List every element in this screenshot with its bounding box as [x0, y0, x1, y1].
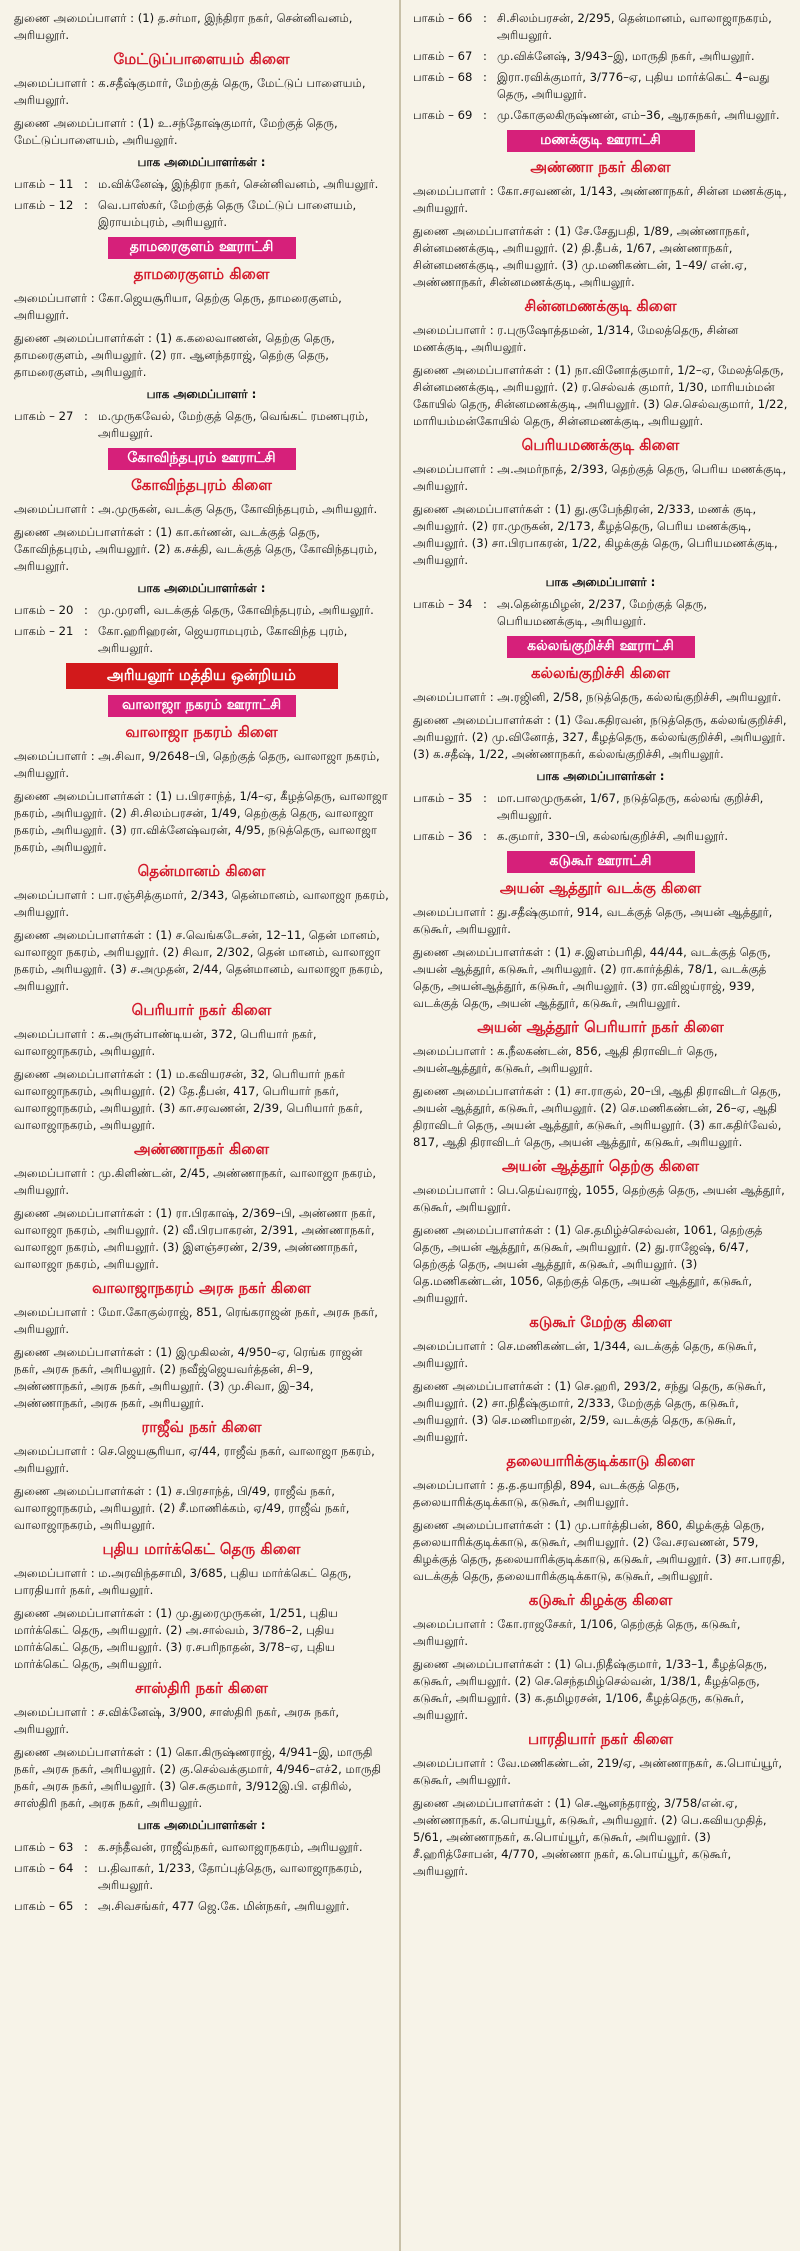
paragraph: துணை அமைப்பாளர்கள் : (1) செ.ஹரி, 293/2, சந்து தெரு, கடுகூர், அரியலூர். (2) சா.நிதீஷ்குமார், 2/333, மேற்குத் தெரு, கடுகூர், அரியலூர். (3) செ.மணிமாறன், 2/59, வடக்குத் தெரு, கடுகூர், அரியலூர். — [413, 1379, 766, 1444]
ward-label: பாகம் – 34 — [413, 597, 473, 611]
ward-label: பாகம் – 20 — [14, 603, 74, 617]
ward-label: பாகம் – 66 — [413, 11, 473, 25]
ward-value: வெ.பாஸ்கர், மேற்குத் தெரு மேட்டுப் பாளையம், இராயம்புரம், அரியலூர். — [98, 198, 357, 229]
branch-heading: வாலாஜாநகரம் அரசு நகர் கிளை — [92, 1279, 311, 1297]
ward-label: பாகம் – 36 — [413, 829, 473, 843]
branch-heading: புதிய மார்க்கெட் தெரு கிளை — [102, 1540, 301, 1558]
ward-value: இரா.ரவிக்குமார், 3/776–ஏ, புதிய மார்க்கெட் 4–வது தெரு, அரியலூர். — [497, 70, 770, 101]
paragraph: அமைப்பாளர் : து.சதீஷ்குமார், 914, வடக்குத் தெரு, அயன் ஆத்தூர், கடுகூர், அரியலூர். — [413, 905, 773, 936]
left-column — [0, 0, 399, 2251]
paragraph: அமைப்பாளர் : ர.புருஷோத்தமன், 1/314, மேலத்தெரு, சின்ன மணக்குடி, அரியலூர். — [413, 323, 739, 354]
paragraph: அமைப்பாளர் : பா.ரஞ்சித்குமார், 2/343, தென்மானம், வாலாஜா நகரம், அரியலூர். — [14, 888, 389, 919]
branch-heading: பெரியார் நகர் கிளை — [131, 1001, 272, 1019]
section-subheading: பாக அமைப்பாளர்கள் : — [536, 769, 665, 783]
ward-value: மு.முரளி, வடக்குத் தெரு, கோவிந்தபுரம், அரியலூர். — [98, 603, 374, 617]
branch-heading: கல்லங்குறிச்சி கிளை — [530, 664, 671, 682]
ward-value: மு.கோகுலகிருஷ்ணன், எம்–36, ஆரசுநகர், அரியலூர். — [497, 108, 780, 122]
right-column — [399, 0, 798, 2251]
paragraph: துணை அமைப்பாளர்கள் : (1) சே.சேதுபதி, 1/89, அண்ணாநகர், சின்னமணக்குடி, அரியலூர். (2) தி.தீபக், 1/67, அண்ணாநகர், சின்னமணக்குடி, அரியலூர். (3) மு.மணிகண்டன், 1–49/ என்.ஏ, அண்ணாநகர், சின்னமணக்குடி, அரியலூர். — [413, 224, 750, 289]
paragraph: அமைப்பாளர் : வே.மணிகண்டன், 219/ஏ, அண்ணாநகர், க.பொய்யூர், கடுகூர், அரியலூர். — [413, 1756, 783, 1787]
ward-label: பாகம் – 64 — [14, 1861, 74, 1875]
paragraph: அமைப்பாளர் : கோ.ஜெயசூரியா, தெற்கு தெரு, தாமரைகுளம், அரியலூர். — [14, 291, 342, 322]
ward-label: பாகம் – 11 — [14, 177, 74, 191]
ward-row: பாகம் – 68 : இரா.ரவிக்குமார், 3/776–ஏ, புதிய மார்க்கெட் 4–வது தெரு, அரியலூர். — [413, 69, 788, 103]
ward-value: ம.விக்னேஷ், இந்திரா நகர், சென்னிவனம், அரியலூர். — [98, 177, 379, 191]
ward-label: பாகம் – 69 — [413, 108, 473, 122]
ward-row: பாகம் – 63 : க.சந்தீவன், ராஜீவ்நகர், வாலாஜாநகரம், அரியலூர். — [14, 1839, 389, 1856]
branch-heading: அண்ணாநகர் கிளை — [134, 1140, 269, 1158]
ward-value: ம.முருகவேல், மேற்குத் தெரு, வெங்கட் ரமணபுரம், அரியலூர். — [98, 409, 369, 440]
branch-heading: தாமரைகுளம் கிளை — [133, 265, 270, 283]
paragraph: துணை அமைப்பாளர்கள் : (1) மு.துரைமுருகன், 1/251, புதிய மார்க்கெட் தெரு, அரியலூர். (2) அ.சால்வம், 3/786–2, புதிய மார்க்கெட் தெரு, அரியலூர். (3) ர.சபரிநாதன், 3/78–ஏ, புதிய மார்க்கெட் தெரு, அரியலூர். — [14, 1606, 338, 1671]
branch-heading: கடுகூர் கிழக்கு கிளை — [528, 1591, 673, 1609]
branch-heading: வாலாஜா நகரம் கிளை — [125, 723, 278, 741]
paragraph: துணை அமைப்பாளர்கள் : (1) பெ.நிதீஷ்குமார், 1/33–1, கீழத்தெரு, கடுகூர், அரியலூர். (2) செ.செந்தமிழ்செல்வன், 1/38/1, கீழத்தெரு, கடுகூர், அரியலூர். (3) க.தமிழரசன், 1/106, கீழத்தெரு, கடுகூர், அரியலூர். — [413, 1657, 768, 1722]
paragraph: துணை அமைப்பாளர்கள் : (1) க.கலைவாணன், தெற்கு தெரு, தாமரைகுளம், அரியலூர். (2) ரா. ஆனந்தராஜ், தெற்கு தெரு, தாமரைகுளம், அரியலூர். — [14, 331, 335, 379]
paragraph: அமைப்பாளர் : க.நீலகண்டன், 856, ஆதி திராவிடர் தெரு, அயன்ஆத்தூர், கடுகூர், அரியலூர். — [413, 1044, 718, 1075]
section-subheading: பாக அமைப்பாளர்கள் : — [137, 581, 266, 595]
ward-label: பாகம் – 68 — [413, 70, 473, 84]
paragraph: துணை அமைப்பாளர்கள் : (1) ம.கவியரசன், 32, பெரியார் நகர் வாலாஜாநகரம், அரியலூர். (2) தே.தீபன், 417, பெரியார் நகர், வாலாஜாநகரம், அரியலூர். (3) கா.சரவணன், 2/39, பெரியார் நகர், வாலாஜாநகரம், அரியலூர். — [14, 1067, 363, 1132]
panchayat-banner: கோவிந்தபுரம் ஊராட்சி — [108, 448, 296, 470]
section-subheading: பாக அமைப்பாளர்கள் : — [137, 155, 266, 169]
ward-value: மு.விக்னேஷ், 3/943–இ, மாருதி நகர், அரியலூர். — [497, 49, 755, 63]
ward-label: பாகம் – 35 — [413, 791, 473, 805]
ward-label: பாகம் – 27 — [14, 409, 74, 423]
branch-heading: மேட்டுப்பாளையம் கிளை — [113, 50, 290, 68]
paragraph: துணை அமைப்பாளர்கள் : (1) ரா.பிரகாஷ், 2/369–பி, அண்ணா நகர், வாலாஜா நகரம், அரியலூர். (2) வீ.பிரபாகரன், 2/391, அண்ணாநகர், வாலாஜா நகரம், அரியலூர். (3) இளஞ்சரண், 2/39, அண்ணாநகர், வாலாஜா நகரம், அரியலூர். — [14, 1206, 376, 1271]
paragraph: அமைப்பாளர் : க.அருள்பாண்டியன், 372, பெரியார் நகர், வாலாஜாநகரம், அரியலூர். — [14, 1027, 317, 1058]
branch-heading: கோவிந்தபுரம் கிளை — [131, 476, 272, 494]
branch-heading: ராஜீவ் நகர் கிளை — [141, 1418, 262, 1436]
ward-label: பாகம் – 67 — [413, 49, 473, 63]
paragraph: அமைப்பாளர் : த.த.தயாநிதி, 894, வடக்குத் தெரு, தலையாரிக்குடிக்காடு, கடுகூர், அரியலூர். — [413, 1478, 680, 1509]
paragraph: துணை அமைப்பாளர்கள் : (1) சா.ராகுல், 20–பி, ஆதி திராவிடர் தெரு, அயன் ஆத்தூர், கடுகூர், அரியலூர். (2) செ.மணிகண்டன், 26–ஏ, ஆதி திராவிடர் தெரு, அயன் ஆத்தூர், கடுகூர், அரியலூர். (3) கா.கதிர்வேல், 817, ஆதி திராவிடர் தெரு, அயன் ஆத்தூர், கடுகூர், அரியலூர். — [413, 1084, 782, 1149]
paragraph: அமைப்பாளர் : செ.ஜெயசூரியா, ஏ/44, ராஜீவ் நகர், வாலாஜா நகரம், அரியலூர். — [14, 1444, 375, 1475]
branch-heading: கடுகூர் மேற்கு கிளை — [529, 1313, 672, 1331]
paragraph: அமைப்பாளர் : மு.கிளிண்டன், 2/45, அண்ணாநகர், வாலாஜா நகரம், அரியலூர். — [14, 1166, 376, 1197]
section-subheading: பாக அமைப்பாளர் : — [146, 387, 257, 401]
paragraph: துணை அமைப்பாளர்கள் : (1) ச.வெங்கடேசன், 12–11, தென் மானம், வாலாஜா நகரம், அரியலூர். (2) சிவா, 2/302, தென் மானம், வாலாஜா நகரம், அரியலூர். (3) ச.அமுதன், 2/44, தென்மானம், வாலாஜா நகரம், அரியலூர். — [14, 928, 384, 993]
union-banner: அரியலூர் மத்திய ஒன்றியம் — [66, 663, 338, 689]
paragraph: அமைப்பாளர் : க.சதீஷ்குமார், மேற்குத் தெரு, மேட்டுப் பாளையம், அரியலூர். — [14, 76, 366, 107]
branch-heading: அண்ணா நகர் கிளை — [530, 158, 671, 176]
ward-value: சி.சிலம்பரசன், 2/295, தென்மானம், வாலாஜாநகரம், அரியலூர். — [497, 11, 772, 42]
paragraph: அமைப்பாளர் : கோ.ராஜசேகர், 1/106, தெற்குத் தெரு, கடுகூர், அரியலூர். — [413, 1617, 741, 1648]
paragraph: அமைப்பாளர் : அ.சிவா, 9/2648–பி, தெற்குத் தெரு, வாலாஜா நகரம், அரியலூர். — [14, 749, 380, 780]
ward-label: பாகம் – 63 — [14, 1840, 74, 1854]
ward-row: பாகம் – 35 : மா.பாலமுருகன், 1/67, நடுத்தெரு, கல்லங் குறிச்சி, அரியலூர். — [413, 790, 788, 824]
branch-heading: சின்னமணக்குடி கிளை — [524, 297, 677, 315]
panchayat-banner: கல்லங்குறிச்சி ஊராட்சி — [507, 636, 695, 658]
ward-row: பாகம் – 69 : மு.கோகுலகிருஷ்ணன், எம்–36, ஆரசுநகர், அரியலூர். — [413, 107, 788, 124]
paragraph: துணை அமைப்பாளர்கள் : (1) கொ.கிருஷ்ணராஜ், 4/941–இ, மாருதி நகர், அரசு நகர், அரியலூர். (2) கு.செல்வக்குமார், 4/946–எச்2, மாருதி நகர், அரசு நகர், அரியலூர். (3) செ.சுகுமார், 3/912இ.பி. எதிரில், சாஸ்திரி நகர், அரசு நகர், அரியலூர். — [14, 1745, 382, 1810]
paragraph: துணை அமைப்பாளர்கள் : (1) ப.பிரசாந்த், 1/4–ஏ, கீழத்தெரு, வாலாஜா நகரம், அரியலூர். (2) சி.சிலம்பரசன், 1/49, தெற்குத் தெரு, வாலாஜா நகரம், அரியலூர். (3) ரா.விக்னேஷ்வரன், 4/95, நடுத்தெரு, வாலாஜா நகரம், அரியலூர். — [14, 789, 388, 854]
paragraph: அமைப்பாளர் : அ.முருகன், வடக்கு தெரு, கோவிந்தபுரம், அரியலூர். — [14, 502, 378, 516]
ward-row: பாகம் – 11 : ம.விக்னேஷ், இந்திரா நகர், சென்னிவனம், அரியலூர். — [14, 176, 389, 193]
paragraph: துணை அமைப்பாளர்கள் : (1) இமுகிலன், 4/950–ஏ, ரெங்க ராஜன் நகர், அரசு நகர், அரியலூர். (2) நவீஜ்ஜெயவர்த்தன், சி–9, அண்ணாநகர், அரசு நகர், அரியலூர். (3) மு.சிவா, இ–34, அண்ணாநகர், அரசு நகர், அரியலூர். — [14, 1345, 363, 1410]
branch-heading: பாரதியார் நகர் கிளை — [527, 1730, 674, 1748]
ward-value: கோ.ஹரிஹரன், ஜெயராமபுரம், கோவிந்த புரம், அரியலூர். — [98, 624, 348, 655]
ward-label: பாகம் – 21 — [14, 624, 74, 638]
section-subheading: பாக அமைப்பாளர் : — [545, 575, 656, 589]
panchayat-banner: வாலாஜா நகரம் ஊராட்சி — [108, 695, 296, 717]
ward-value: க.சந்தீவன், ராஜீவ்நகர், வாலாஜாநகரம், அரியலூர். — [98, 1840, 363, 1854]
ward-value: ப.திவாகர், 1/233, தோப்புத்தெரு, வாலாஜாநகரம், அரியலூர். — [98, 1861, 363, 1892]
ward-row: பாகம் – 12 : வெ.பாஸ்கர், மேற்குத் தெரு மேட்டுப் பாளையம், இராயம்புரம், அரியலூர். — [14, 197, 389, 231]
panchayat-banner: மணக்குடி ஊராட்சி — [507, 130, 695, 152]
ward-label: பாகம் – 12 — [14, 198, 74, 212]
paragraph: அமைப்பாளர் : பெ.தெய்வராஜ், 1055, தெற்குத் தெரு, அயன் ஆத்தூர், கடுகூர், அரியலூர். — [413, 1183, 785, 1214]
paragraph: துணை அமைப்பாளர்கள் : (1) மு.பார்த்திபன், 860, கிழக்குத் தெரு, தலையாரிக்குடிக்காடு, கடுகூர், அரியலூர். (2) வே.சரவணன், 579, கிழக்குத் தெரு, தலையாரிக்குடிக்காடு, கடுகூர், அரியலூர். (3) சா.பாரதி, வடக்குத் தெரு, தலையாரிக்குடிக்காடு, கடுகூர், அரியலூர். — [413, 1518, 786, 1583]
section-subheading: பாக அமைப்பாளர்கள் : — [137, 1818, 266, 1832]
paragraph: அமைப்பாளர் : ச.விக்னேஷ், 3/900, சாஸ்திரி நகர், அரசு நகர், அரியலூர். — [14, 1705, 340, 1736]
paragraph: துணை அமைப்பாளர்கள் : (1) ச.இளம்பரிதி, 44/44, வடக்குத் தெரு, அயன் ஆத்தூர், கடுகூர், அரியலூர். (2) ரா.கார்த்திக், 78/1, வடக்குத் தெரு, அயன்ஆத்தூர், கடுகூர், அரியலூர். (3) ரா.விஜய்ராஜ், 939, வடக்குத் தெரு, அயன் ஆத்தூர், கடுகூர், அரியலூர். — [413, 945, 771, 1010]
ward-row: பாகம் – 34 : அ.தென்தமிழன், 2/237, மேற்குத் தெரு, பெரியமணக்குடி, அரியலூர். — [413, 596, 788, 630]
paragraph: துணை அமைப்பாளர்கள் : (1) ச.பிரசாந்த், பி/49, ராஜீவ் நகர், வாலாஜாநகரம், அரியலூர். (2) சீ.மாணிக்கம், ஏ/49, ராஜீவ் நகர், வாலாஜாநகரம், அரியலூர். — [14, 1484, 350, 1532]
panchayat-banner: தாமரைகுளம் ஊராட்சி — [108, 237, 296, 259]
paragraph: துணை அமைப்பாளர்கள் : (1) து.குபேந்திரன், 2/333, மணக் குடி, அரியலூர். (2) ரா.முருகன், 2/173, கீழத்தெரு, பெரிய மணக்குடி, அரியலூர். (3) சா.பிரபாகரன், 1/22, கிழக்குத் தெரு, பெரியமணக்குடி, அரியலூர். — [413, 502, 778, 567]
paragraph: அமைப்பாளர் : அ.அமர்நாத், 2/393, தெற்குத் தெரு, பெரிய மணக்குடி, அரியலூர். — [413, 462, 787, 493]
paragraph: அமைப்பாளர் : மோ.கோகுல்ராஜ், 851, ரெங்கராஜன் நகர், அரசு நகர், அரியலூர். — [14, 1305, 378, 1336]
ward-row: பாகம் – 21 : கோ.ஹரிஹரன், ஜெயராமபுரம், கோவிந்த புரம், அரியலூர். — [14, 623, 389, 657]
branch-heading: பெரியமணக்குடி கிளை — [521, 436, 680, 454]
branch-heading: அயன் ஆத்தூர் தெற்கு கிளை — [501, 1157, 700, 1175]
ward-value: அ.சிவசங்கர், 477 ஜெ.கே. மின்நகர், அரியலூர். — [98, 1899, 350, 1913]
ward-row: பாகம் – 67 : மு.விக்னேஷ், 3/943–இ, மாருதி நகர், அரியலூர். — [413, 48, 788, 65]
paragraph: துணை அமைப்பாளர் : (1) உ.சந்தோஷ்குமார், மேற்குத் தெரு, மேட்டுப்பாளையம், அரியலூர். — [14, 116, 338, 147]
ward-label: பாகம் – 65 — [14, 1899, 74, 1913]
paragraph: அமைப்பாளர் : அ.ரஜினி, 2/58, நடுத்தெரு, கல்லங்குறிச்சி, அரியலூர். — [413, 690, 782, 704]
ward-value: க.குமார், 330–பி, கல்லங்குறிச்சி, அரியலூர். — [497, 829, 729, 843]
branch-heading: தலையாரிக்குடிக்காடு கிளை — [506, 1452, 695, 1470]
ward-row: பாகம் – 66 : சி.சிலம்பரசன், 2/295, தென்மானம், வாலாஜாநகரம், அரியலூர். — [413, 10, 788, 44]
ward-row: பாகம் – 64 : ப.திவாகர், 1/233, தோப்புத்தெரு, வாலாஜாநகரம், அரியலூர். — [14, 1860, 389, 1894]
paragraph: துணை அமைப்பாளர்கள் : (1) வே.கதிரவன், நடுத்தெரு, கல்லங்குறிச்சி, அரியலூர். (2) மு.வினோத், 327, கீழத்தெரு, கல்லங்குறிச்சி, அரியலூர். (3) க.சதீஷ், 1/22, அண்ணாநகர், கல்லங்குறிச்சி, அரியலூர். — [413, 713, 787, 761]
branch-heading: சாஸ்திரி நகர் கிளை — [135, 1679, 268, 1697]
paragraph: துணை அமைப்பாளர்கள் : (1) செ.ஆனந்தராஜ், 3/758/என்.ஏ, அண்ணாநகர், க.பொய்யூர், கடுகூர், அரியலூர். (2) பெ.கவியமுதித், 5/61, அண்ணாநகர், க.பொய்யூர், கடுகூர், அரியலூர். (3) சீ.ஹரித்சோபன், 4/770, அண்ணா நகர், க.பொய்யூர், கடுகூர், அரியலூர். — [413, 1796, 767, 1878]
panchayat-banner: கடுகூர் ஊராட்சி — [507, 851, 695, 873]
branch-heading: தென்மானம் கிளை — [137, 862, 266, 880]
ward-value: அ.தென்தமிழன், 2/237, மேற்குத் தெரு, பெரியமணக்குடி, அரியலூர். — [497, 597, 708, 628]
paragraph: அமைப்பாளர் : ம.அரவிந்தசாமி, 3/685, புதிய மார்க்கெட் தெரு, பாரதியார் நகர், அரியலூர். — [14, 1566, 352, 1597]
ward-value: மா.பாலமுருகன், 1/67, நடுத்தெரு, கல்லங் குறிச்சி, அரியலூர். — [497, 791, 764, 822]
paragraph: துணை அமைப்பாளர்கள் : (1) நா.வினோத்குமார், 1/2–ஏ, மேலத்தெரு, சின்னமணக்குடி, அரியலூர். (2) ர.செல்வக் குமார், 1/30, மாரியம்மன் கோயில் தெரு, சின்னமணக்குடி, அரியலூர். (3) செ.செல்வகுமார், 1/22, மாரியம்மன்கோயில் தெரு, சின்னமணக்குடி, அரியலூர். — [413, 363, 788, 428]
paragraph: துணை அமைப்பாளர் : (1) த.சர்மா, இந்திரா நகர், சென்னிவனம், அரியலூர். — [14, 11, 353, 42]
paragraph: அமைப்பாளர் : செ.மணிகண்டன், 1/344, வடக்குத் தெரு, கடுகூர், அரியலூர். — [413, 1339, 757, 1370]
ward-row: பாகம் – 65 : அ.சிவசங்கர், 477 ஜெ.கே. மின்நகர், அரியலூர். — [14, 1898, 389, 1915]
branch-heading: அயன் ஆத்தூர் வடக்கு கிளை — [499, 879, 702, 897]
ward-row: பாகம் – 36 : க.குமார், 330–பி, கல்லங்குறிச்சி, அரியலூர். — [413, 828, 788, 845]
ward-row: பாகம் – 27 : ம.முருகவேல், மேற்குத் தெரு, வெங்கட் ரமணபுரம், அரியலூர். — [14, 408, 389, 442]
ward-row: பாகம் – 20 : மு.முரளி, வடக்குத் தெரு, கோவிந்தபுரம், அரியலூர். — [14, 602, 389, 619]
branch-heading: அயன் ஆத்தூர் பெரியார் நகர் கிளை — [477, 1018, 724, 1036]
paragraph: துணை அமைப்பாளர்கள் : (1) செ.தமிழ்ச்செல்வன், 1061, தெற்குத் தெரு, அயன் ஆத்தூர், கடுகூர், அரியலூர். (2) து.ராஜேஷ், 6/47, தெற்குத் தெரு, அயன் ஆத்தூர், கடுகூர், அரியலூர். (3) தெ.மணிகண்டன், 1056, தெற்குத் தெரு, அயன் ஆத்தூர், கடுகூர், அரியலூர். — [413, 1223, 763, 1305]
paragraph: அமைப்பாளர் : கோ.சரவணன், 1/143, அண்ணாநகர், சின்ன மணக்குடி, அரியலூர். — [413, 184, 787, 215]
paragraph: துணை அமைப்பாளர்கள் : (1) கா.கர்ணன், வடக்குத் தெரு, கோவிந்தபுரம், அரியலூர். (2) க.சக்தி, வடக்குத் தெரு, கோவிந்தபுரம், அரியலூர். — [14, 525, 378, 573]
